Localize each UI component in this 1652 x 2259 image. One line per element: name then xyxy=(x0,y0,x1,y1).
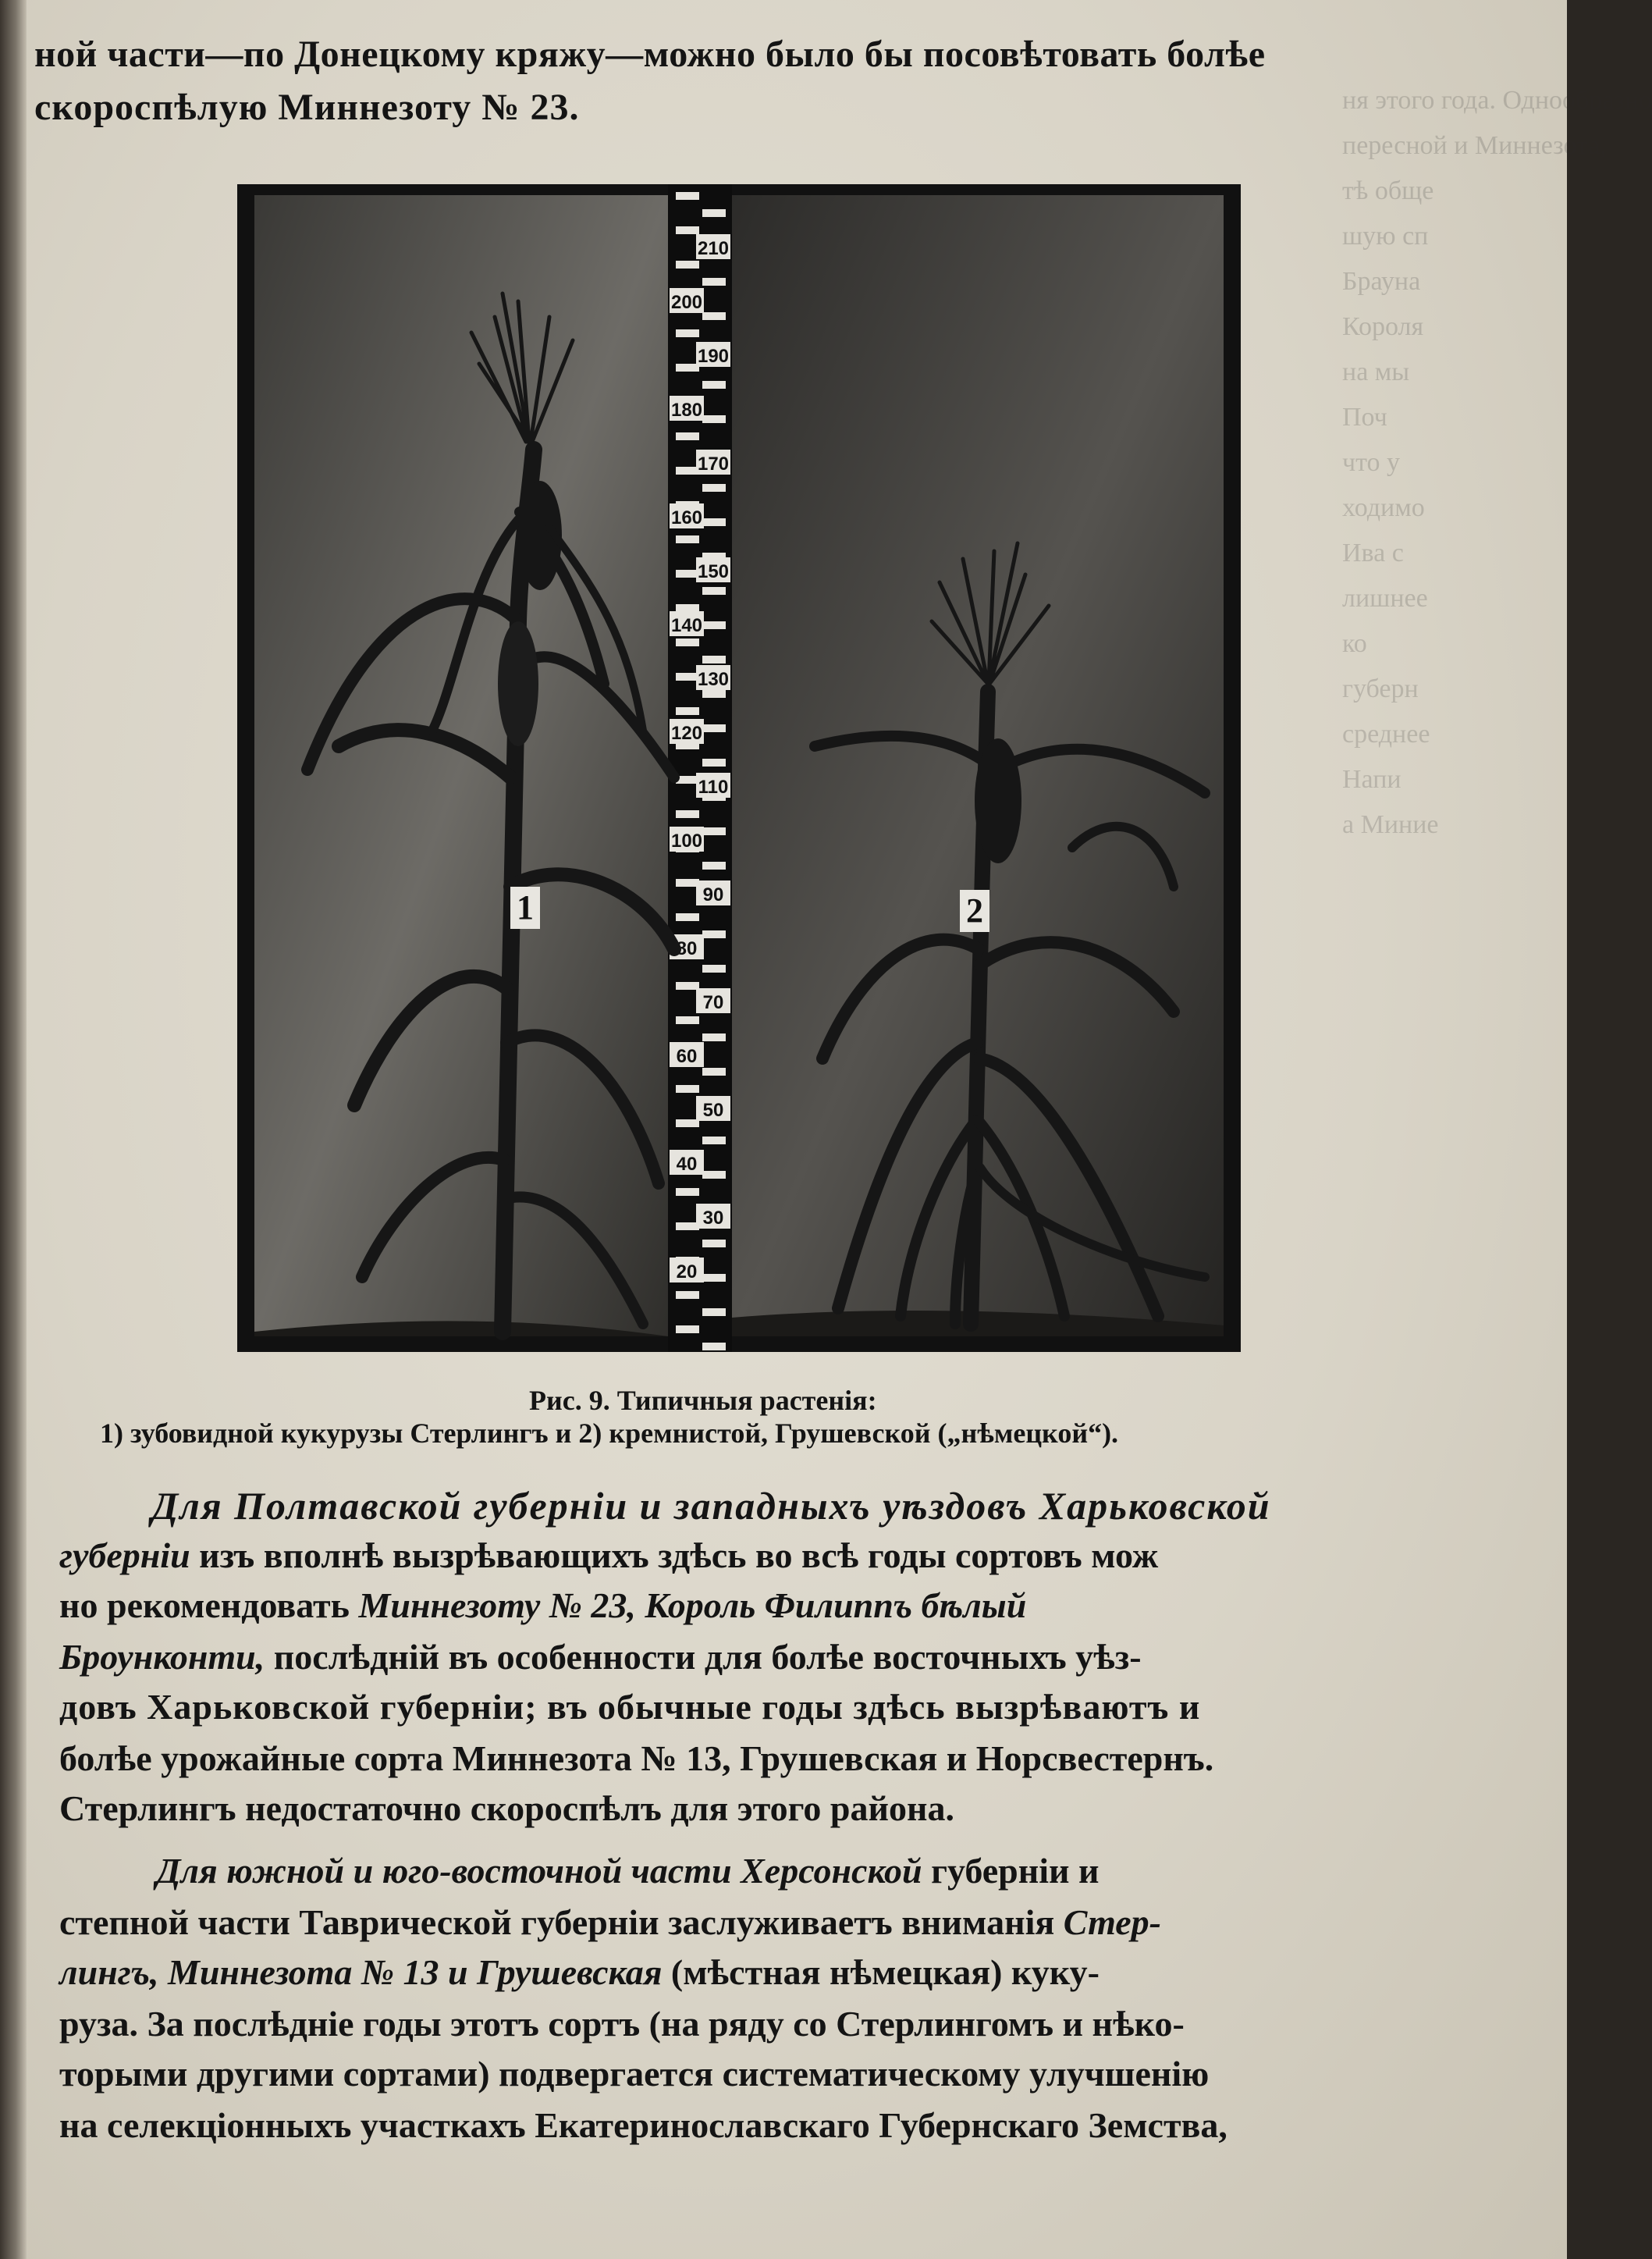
scale-mark-label: 90 xyxy=(702,884,724,905)
scale-mark-label: 20 xyxy=(676,1261,698,1282)
scale-tick xyxy=(702,862,726,870)
scale-tick xyxy=(702,724,726,732)
scale-tick xyxy=(676,1188,699,1196)
plant-label-2: 2 xyxy=(960,890,989,932)
scale-tick xyxy=(676,1291,699,1299)
scale-tick xyxy=(702,1171,726,1179)
scale-tick xyxy=(676,192,699,200)
scale-tick xyxy=(676,913,699,921)
scale-tick xyxy=(702,930,726,938)
scale-tick xyxy=(676,261,699,269)
paragraph-2-line-1: Для южной и юго-восточной части Херсонской губерніи и xyxy=(156,1851,1100,1891)
scale-tick xyxy=(702,1240,726,1247)
scale-tick xyxy=(676,1016,699,1024)
scale-tick xyxy=(702,965,726,973)
scale-tick xyxy=(702,209,726,217)
scale-tick xyxy=(676,364,699,372)
scale-tick xyxy=(676,604,699,612)
scale-tick xyxy=(702,1274,726,1282)
corn-plants-illustration xyxy=(237,184,1241,1352)
bleed-through-text: ня этого года. Однообразно пересной и Миннезота, тѣ обще шую сп Брауна Короля на мы Поч что у ходимо Ива с лишнее ко губерн среднее Напи а Миние xyxy=(1342,86,1652,839)
scale-mark-label: 150 xyxy=(697,561,730,582)
scale-tick xyxy=(676,707,699,715)
paragraph-2-line-6: на селекціонныхъ участкахъ Екатеринославскаго Губернскаго Земства, xyxy=(59,2105,1227,2145)
scale-tick xyxy=(676,879,699,887)
figure-caption-text: 1) зубовидной кукурузы Стерлингъ и 2) кремнистой, Грушевской („нѣмецкой“). xyxy=(100,1418,1119,1449)
scale-mark-label: 140 xyxy=(670,615,703,636)
scale-tick xyxy=(702,1343,726,1350)
scale-tick xyxy=(676,467,699,475)
scale-tick xyxy=(702,312,726,320)
scale-tick xyxy=(676,432,699,440)
scale-tick xyxy=(676,982,699,990)
scale-mark-label: 160 xyxy=(670,507,703,528)
scale-tick xyxy=(676,226,699,234)
scale-tick xyxy=(702,278,726,286)
paragraph-1-line-6: болѣе урожайные сорта Миннезота № 13, Грушевская и Норсвестернъ. xyxy=(59,1738,1214,1778)
top-text-line-2: скороспѣлую Миннезоту № 23. xyxy=(34,87,580,128)
top-text-line-1: ной части—по Донецкому кряжу—можно было бы посовѣтовать болѣе xyxy=(34,34,1266,75)
scale-tick xyxy=(676,639,699,646)
scale-mark-label: 190 xyxy=(697,346,730,367)
binding-shadow xyxy=(0,0,27,2259)
paragraph-2-line-2: степной части Таврической губерніи заслуживаетъ вниманія Стер- xyxy=(59,1902,1161,1942)
scale-tick xyxy=(702,518,726,526)
scale-mark-label: 200 xyxy=(670,292,703,313)
scale-mark-label: 130 xyxy=(697,669,730,690)
scale-tick xyxy=(702,759,726,767)
scale-mark-label: 180 xyxy=(670,400,703,421)
scale-tick xyxy=(702,1068,726,1076)
scale-tick xyxy=(676,570,699,578)
scale-tick xyxy=(702,621,726,629)
scale-mark-label: 80 xyxy=(676,938,698,959)
paragraph-1-line-4: Броунконти, послѣдній въ особенности для болѣе восточныхъ уѣз- xyxy=(59,1637,1142,1677)
scale-mark-label: 50 xyxy=(702,1100,724,1121)
scale-tick xyxy=(676,329,699,337)
plants-photo xyxy=(237,184,1241,1352)
paragraph-1-line-1: Для Полтавской губерніи и западныхъ уѣздовъ Харьковской xyxy=(151,1484,1271,1528)
scale-tick xyxy=(676,535,699,543)
scale-tick xyxy=(702,1137,726,1144)
scale-tick xyxy=(676,1222,699,1230)
paragraph-2-line-5: торыми другими сортами) подвергается систематическому улучшенію xyxy=(59,2054,1210,2094)
scale-tick xyxy=(702,1308,726,1316)
scale-tick xyxy=(676,810,699,818)
scale-tick xyxy=(702,587,726,595)
paragraph-1-line-5: довъ Харьковской губерніи; въ обычные годы здѣсь вызрѣваютъ и xyxy=(59,1687,1201,1727)
paragraph-2-line-3: лингъ, Миннезота № 13 и Грушевская (мѣстная нѣмецкая) куку- xyxy=(59,1952,1100,1992)
scale-mark-label: 60 xyxy=(676,1046,698,1067)
scale-mark-label: 30 xyxy=(702,1208,724,1229)
scale-mark-label: 120 xyxy=(670,723,703,744)
paragraph-1-line-3: но рекомендовать Миннезоту № 23, Король Филиппъ бѣлый xyxy=(59,1585,1027,1625)
paragraph-1-line-7: Стерлингъ недостаточно скороспѣлъ для этого района. xyxy=(59,1788,955,1828)
scale-mark-label: 40 xyxy=(676,1154,698,1175)
scale-tick xyxy=(676,1085,699,1093)
paragraph-2-line-4: руза. За послѣдніе годы этотъ сортъ (на ряду со Стерлингомъ и нѣко- xyxy=(59,2004,1185,2044)
scale-mark-label: 110 xyxy=(698,777,729,798)
scale-mark-label: 100 xyxy=(670,831,703,852)
paragraph-1-line-2: губерніи изъ вполнѣ вызрѣвающихъ здѣсь во всѣ годы сортовъ мож xyxy=(59,1535,1159,1575)
plant-label-1: 1 xyxy=(510,887,540,929)
scale-tick xyxy=(702,690,726,698)
scale-tick xyxy=(702,1033,726,1041)
scale-tick xyxy=(702,656,726,663)
scale-tick xyxy=(702,827,726,835)
scale-mark-label: 70 xyxy=(702,992,724,1013)
scale-tick xyxy=(676,1119,699,1127)
scale-tick xyxy=(702,484,726,492)
scale-mark-label: 210 xyxy=(697,238,730,259)
scale-tick xyxy=(702,381,726,389)
figure-caption-title: Рис. 9. Типичныя растенія: xyxy=(529,1385,877,1416)
scale-mark-label: 170 xyxy=(697,454,730,475)
scale-tick xyxy=(676,673,699,681)
scale-tick xyxy=(676,1325,699,1333)
scale-tick xyxy=(702,415,726,423)
